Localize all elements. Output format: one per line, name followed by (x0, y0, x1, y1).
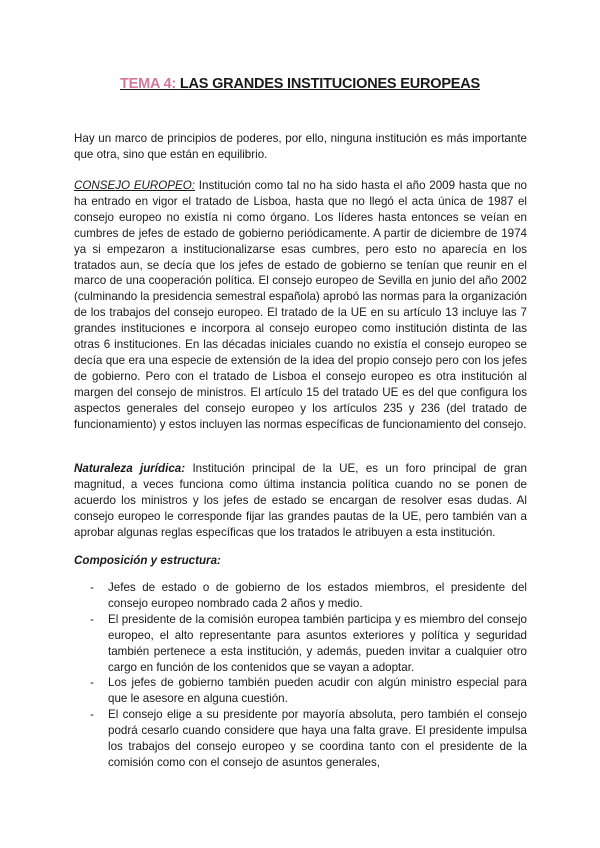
document-title (0, 76, 600, 92)
list-item-text: El consejo elige a su presidente por mayoría absoluta, pero también el consejo podrá cesarlo cuando considere que haya una falta grave. El presidente impulsa los trabajos del consejo europeo y se coordina tanto con el presidente de la comisión como con el consejo de asuntos generales, (108, 708, 527, 769)
naturaleza-juridica-paragraph (74, 461, 527, 541)
list-item-text: Los jefes de gobierno también pueden acudir con algún ministro especial para que le asesore en alguna cuestión. (108, 676, 527, 706)
title-prefix: TEMA 4: (119, 76, 177, 92)
consejo-europeo-label: CONSEJO EUROPEO: (74, 179, 196, 192)
composicion-list (74, 580, 527, 771)
dash-bullet: - (90, 612, 94, 626)
dash-bullet: - (90, 708, 94, 722)
consejo-europeo-text: Institución como tal no ha sido hasta el año 2009 hasta que no ha entrado en vigor el tratado de Lisboa, hasta que no llegó el acta única de 1987 el consejo europeo no existía ni como órgano. Los líderes hasta entonces se veían en cumbres de jefes de estado de gobierno periódicamente. A partir de diciembre de 1974 ya si empezaron a institucionalizarse esas cumbres, pero esto no aparecía en los tratados aun, se decía que los jefes de estado de gobierno se tenían que reunir en el marco de una cooperación política. El consejo europeo de Sevilla en junio del año 2002 (culminando la presidencia semestral española) aprobó las normas para la organización de los trabajos del consejo europeo. El tratado de la UE en su artículo 13 incluye las 7 grandes instituciones e incorpora al consejo europeo como institución distinta de las otras 6 instituciones. En las décadas iniciales cuando no existía el consejo europeo se decía que era una especie de extensión de la idea del propio consejo pero con los jefes de gobierno. Pero con el tratado de Lisboa el consejo europeo es otra institución al margen del consejo de ministros. El artículo 15 del tratado UE es del que configura los aspectos generales del consejo europeo y los artículos 235 y 236 (del tratado de funcionamiento) y estos incluyen las normas específicas de funcionamiento del consejo. (74, 179, 527, 431)
consejo-europeo-paragraph (74, 178, 527, 433)
list-item (74, 612, 527, 676)
list-item-text: Jefes de estado o de gobierno de los estados miembros, el presidente del consejo europeo nombrado cada 2 años y medio. (108, 581, 527, 610)
intro-paragraph: Hay un marco de principios de poderes, por ello, ninguna institución es más importante que otra, sino que están en equilibrio. (74, 132, 527, 161)
list-item (74, 675, 527, 707)
naturaleza-juridica-label: Naturaleza jurídica: (74, 462, 186, 475)
dash-bullet: - (90, 581, 94, 594)
naturaleza-juridica-text: Institución principal de la UE, es un foro principal de gran magnitud, a veces funciona como última instancia política cuando no se ponen de acuerdo los ministros y los jefes de estado se encargan de resolver esas dudas. Al consejo europeo le corresponde fijar las grandes pautas de la UE, pero también van a aprobar algunas reglas específicas que los tratados le atribuyen a esta institución. (74, 462, 527, 539)
list-item (74, 580, 527, 612)
list-item (74, 707, 527, 771)
list-item-text: El presidente de la comisión europea también participa y es miembro del consejo europeo, el alto representante para asuntos exteriores y política y seguridad también pertenece a esta institución, y además, pueden invitar a cualquier otro cargo en función de los contenidos que se vayan a adoptar. (108, 612, 527, 674)
dash-bullet: - (90, 676, 94, 690)
composicion-heading: Composición y estructura: (74, 554, 221, 567)
title-main: LAS GRANDES INSTITUCIONES EUROPEAS (176, 76, 481, 92)
